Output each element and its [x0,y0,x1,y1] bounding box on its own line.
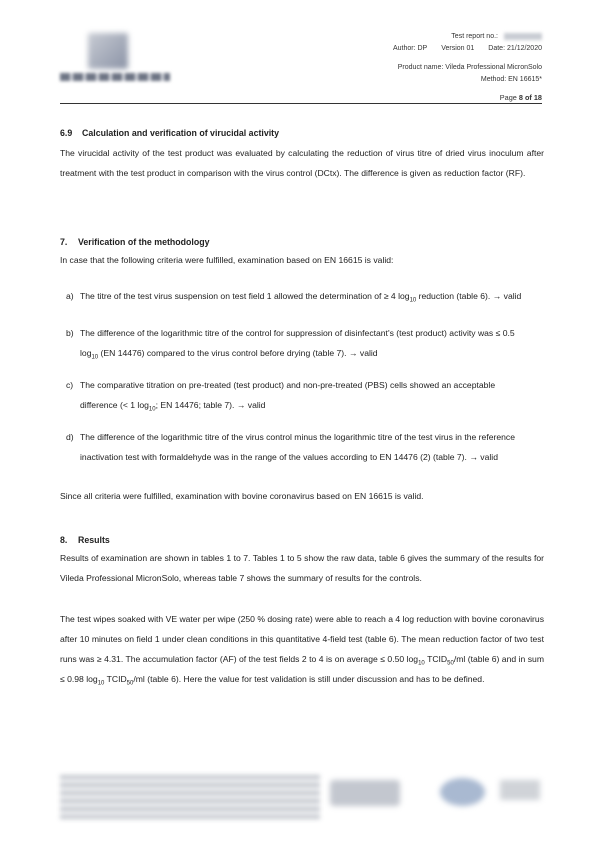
logo-text-redacted [60,73,170,81]
company-logo [60,33,170,83]
footer-redacted-logo-3 [500,780,540,800]
section-8-heading: 8. Results [60,535,110,545]
date: Date: 21/12/2020 [488,44,542,52]
version: Version 01 [441,44,475,52]
page-value: 8 of 18 [518,93,542,102]
footer-redacted-text [60,775,320,819]
method: Method: EN 16615* [480,75,542,83]
report-header [282,31,542,85]
footer-redacted-logo-1 [330,780,400,806]
criterion-a: a) The titre of the test virus suspension on test field 1 allowed the determination of ≥ 4 $\log_{10}$ reduction (table 6). → valid [66,291,522,304]
author: Author: DP [392,44,428,52]
report-no-redacted [504,33,542,40]
logo-mark-icon [88,33,128,69]
section-7-conclusion: Since all criteria were fulfilled, examination with bovine coronavirus based on EN 16615 is valid. [60,491,424,501]
report-no-label: Test report no.: [451,33,498,40]
criterion-d: d) The difference of the logarithmic titre of the virus control minus the logarithmic titre of the test virus in the reference inactivation test with formaldehyde was in the range of the values according to EN 14476 (2) (table 7). → valid [66,432,515,462]
section-7-intro: In case that the following criteria were fulfilled, examination based on EN 16615 is valid: [60,255,394,265]
criterion-c: c) The comparative titration on pre-treated (test product) and non-pre-treated (PBS) cells showed an acceptable difference (< 1 $\log_{10}$; EN 14476; table 7). → valid [66,380,496,413]
section-7-heading: 7. Verification of the methodology [60,237,210,247]
section-6-9-heading: 6.9 Calculation and verification of virucidal activity [60,128,280,138]
section-8-text-1: Results of examination are shown in tables 1 to 7. Tables 1 to 5 show the raw data, table 6 gives the summary of the results for Vileda Professional MicronSolo, whereas table 7 shows the summary of results for the controls. [60,553,544,583]
product-name: Product name: Vileda Professional MicronSolo [397,64,542,71]
page-number: Page 8 of 18 [499,93,542,102]
section-6-9-text: The virucidal activity of the test product was evaluated by calculating the reduction of virus titre of dried virus inoculum after treatment with the test product in comparison with the virus control (DCtx). The difference is given as reduction factor (RF). [60,148,544,178]
header-divider [60,103,542,104]
criterion-b: b) The difference of the logarithmic titre of the control for suppression of disinfectant's (test product) activity was ≤ 0.5 $\log_{10} (EN$ 14476) compared to the virus control before drying (table 7). → valid [66,328,515,361]
footer-redacted-logo-2 [440,778,485,806]
section-8-text-2: The test wipes soaked with VE water per wipe (250 % dosing rate) were able to reach a 4 log reduction with bovine coronavirus after 10 minutes on field 1 under clean conditions in this quantitative 4-field test (table 6). The mean reduction factor of two test runs was ≥ 4.31. The accumulation factor (AF) of the test fields 2 to 4 is on average ≤ 0.50 $\log_{10}$ $TCID_{50}/ml$ (table 6) and in sum ≤ 0.98 $\log_{10}$ $TCID_{50}/ml$ (table 6). Here the value for test validation is still under discussion and has to be defined. [60,614,544,687]
